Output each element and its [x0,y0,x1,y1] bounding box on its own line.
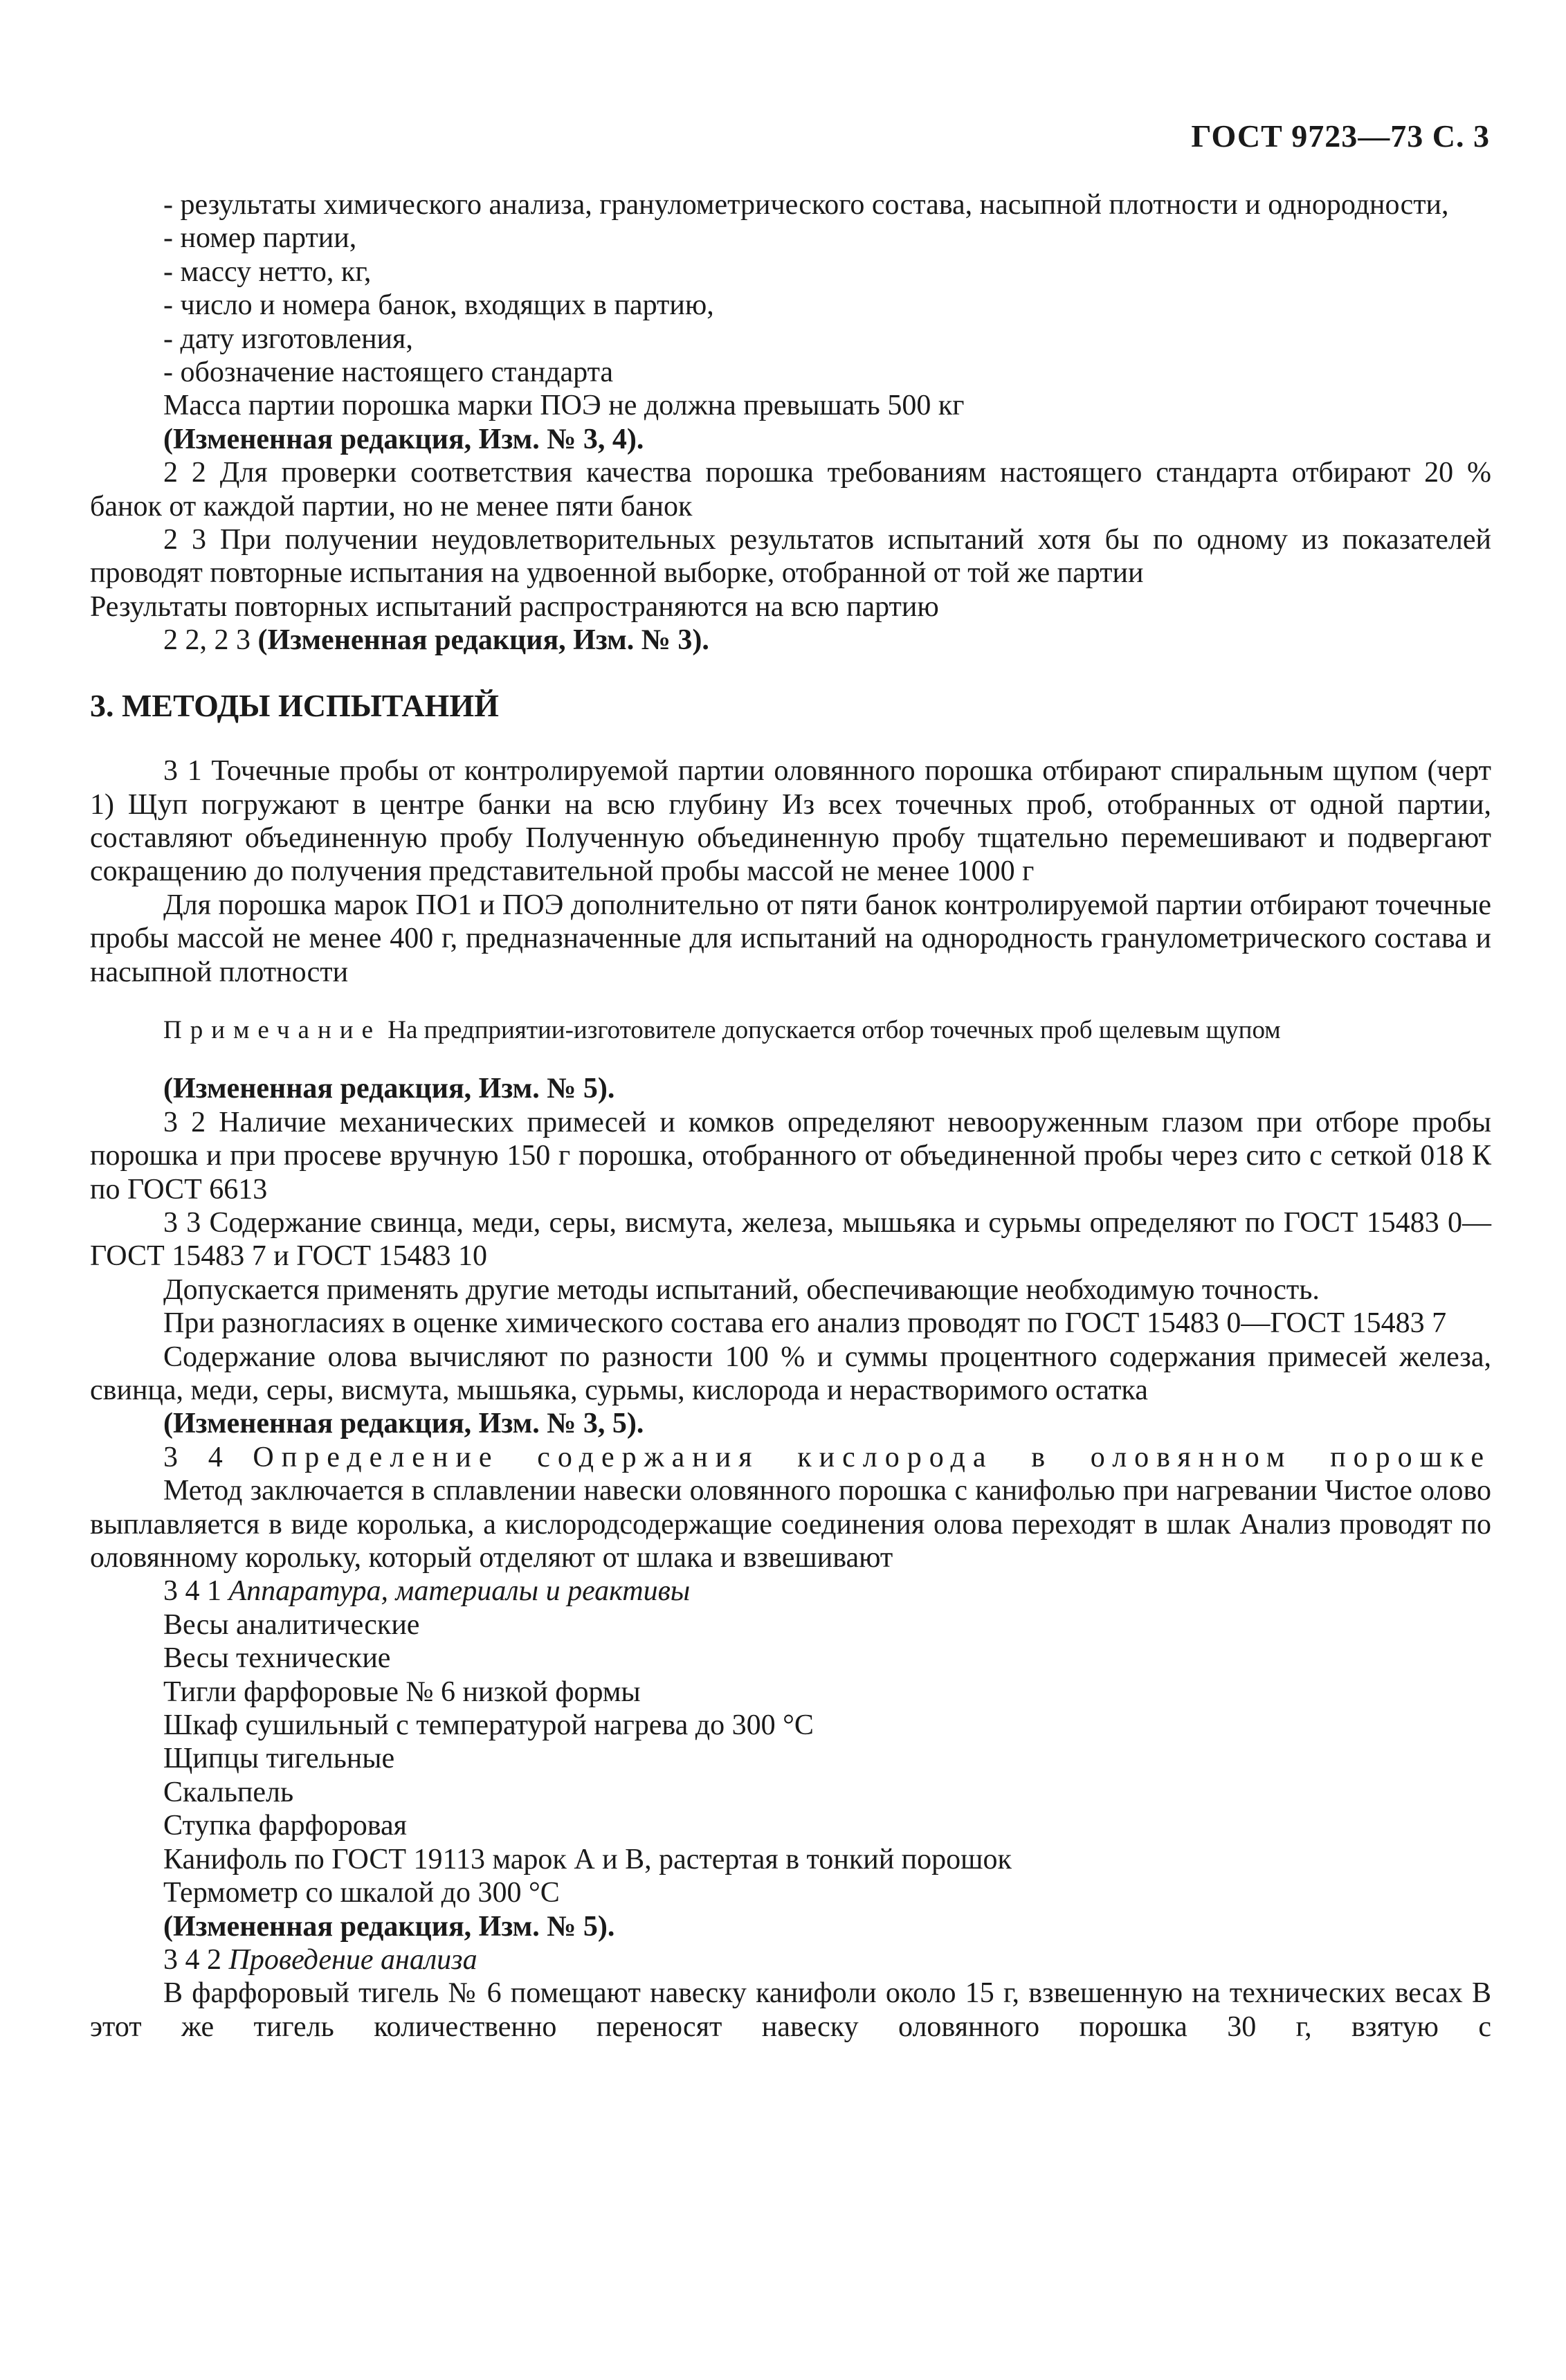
revision-text: (Измененная редакция, Изм. № 3). [257,624,709,657]
equipment-item: Весы технические [163,1642,391,1675]
revision-note [90,624,1491,657]
page-header: ГОСТ 9723—73 С. 3 [1191,118,1490,154]
clause-3-4-1-heading [90,1574,1491,1608]
paragraph: Содержание олова вычисляют по разности 100 % и суммы процентного содержания примесей железа, свинца, меди, серы, висмута, мышьяка, сурьмы, кислорода и нерастворимого остатка [90,1341,1491,1406]
list-item: - результаты химического анализа, гранулометрического состава, насыпной плотности и однородности, [163,189,1449,221]
list-item: - дату изготовления, [163,323,413,355]
equipment-item: Тигли фарфоровые № 6 низкой формы [163,1675,641,1708]
paragraph-2-2: 2 2 Для проверки соответствия качества порошка требованиям настоящего стандарта отбирают 20 % банок от каждой партии, но не менее пяти банок [90,457,1491,523]
note-text: На предприятии-изготовителе допускается отбор точечных проб щелевым щупом [388,1015,1281,1044]
equipment-item: Весы аналитические [163,1608,420,1641]
equipment-item: Канифоль по ГОСТ 19113 марок А и В, растертая в тонкий порошок [163,1843,1012,1875]
clause-title: Аппаратура, материалы и реактивы [228,1575,691,1608]
list-item: - номер партии, [163,222,357,255]
list-item: - обозначение настоящего стандарта [163,356,614,389]
revision-note: (Измененная редакция, Изм. № 5). [163,1073,615,1105]
equipment-item: Ступка фарфоровая [163,1810,407,1842]
list-item: - число и номера банок, входящих в партию, [163,289,714,322]
document-body [90,188,1491,2044]
clause-3-4-heading [90,1441,1491,1474]
paragraph-3-1: 3 1 Точечные пробы от контролируемой партии оловянного порошка отбирают спиральным щупом (черт 1) Щуп погружают в центре банки на всю глубину Из всех точечных проб, отобранных от одной партии, составляют объединенную пробу Полученную объединенную пробу тщательно перемешивают и подвергают сокращению до получения представительной пробы массой не менее 1000 г [90,755,1491,888]
clause-title: Определение содержания кислорода в оловянном порошке [253,1441,1492,1473]
revision-note: (Измененная редакция, Изм. № 3, 5). [163,1408,644,1440]
paragraph-3-3: 3 3 Содержание свинца, меди, серы, висмута, железа, мышьяка и сурьмы определяют по ГОСТ 15483 0—ГОСТ 15483 7 и ГОСТ 15483 10 [90,1206,1491,1273]
paragraph: Результаты повторных испытаний распространяются на всю партию [90,590,939,623]
clause-title: Проведение анализа [228,1943,477,1976]
section-title: 3. МЕТОДЫ ИСПЫТАНИЙ [90,687,499,723]
clause-number: 2 2, 2 3 [163,624,251,657]
paragraph: При разногласиях в оценке химического состава его анализ проводят по ГОСТ 15483 0—ГОСТ 15483 7 [163,1307,1447,1340]
clause-number: 3 4 [163,1441,223,1473]
note-label: Примечание [163,1015,381,1044]
equipment-item: Термометр со шкалой до 300 °С [163,1877,560,1909]
paragraph: В фарфоровый тигель № 6 помещают навеску канифоли около 15 г, взвешенную на технических весах В этот же тигель количественно переносят навеску оловянного порошка 30 г, взятую с [90,1977,1491,2043]
paragraph-3-2: 3 2 Наличие механических примесей и комков определяют невооруженным глазом при отборе пробы порошка и при просеве вручную 150 г порошка, отобранного от объединенной пробы через сито с сеткой 018 К по ГОСТ 6613 [90,1106,1491,1206]
paragraph-2-3: 2 3 При получении неудовлетворительных результатов испытаний хотя бы по одному из показателей проводят повторные испытания на удвоенной выборке, отобранной от той же партии [90,524,1491,590]
list-item: - массу нетто, кг, [163,255,372,288]
equipment-item: Скальпель [163,1776,294,1808]
revision-note: (Измененная редакция, Изм. № 5). [163,1910,615,1943]
note [90,1014,1491,1047]
clause-number: 3 4 1 [163,1575,221,1608]
paragraph: Допускается применять другие методы испытаний, обеспечивающие необходимую точность. [163,1273,1320,1306]
paragraph: Для порошка марок ПО1 и ПОЭ дополнительно от пяти банок контролируемой партии отбирают точечные пробы массой не менее 400 г, предназначенные для испытаний на однородность гранулометрического состава и насыпной плотности [90,889,1491,988]
paragraph: Метод заключается в сплавлении навески оловянного порошка с канифолью при нагревании Чистое олово выплавляется в виде королька, а кислородсодержащие соединения олова переходят в шлак Анализ проводят по оловянному корольку, который отделяют от шлака и взвешивают [90,1475,1491,1574]
revision-note: (Измененная редакция, Изм. № 3, 4). [163,423,644,455]
paragraph: Масса партии порошка марки ПОЭ не должна превышать 500 кг [163,390,965,422]
equipment-item: Щипцы тигельные [163,1743,395,1775]
clause-number: 3 4 2 [163,1943,221,1976]
equipment-item: Шкаф сушильный с температурой нагрева до 300 °С [163,1709,814,1742]
clause-3-4-2-heading [90,1943,1491,1977]
